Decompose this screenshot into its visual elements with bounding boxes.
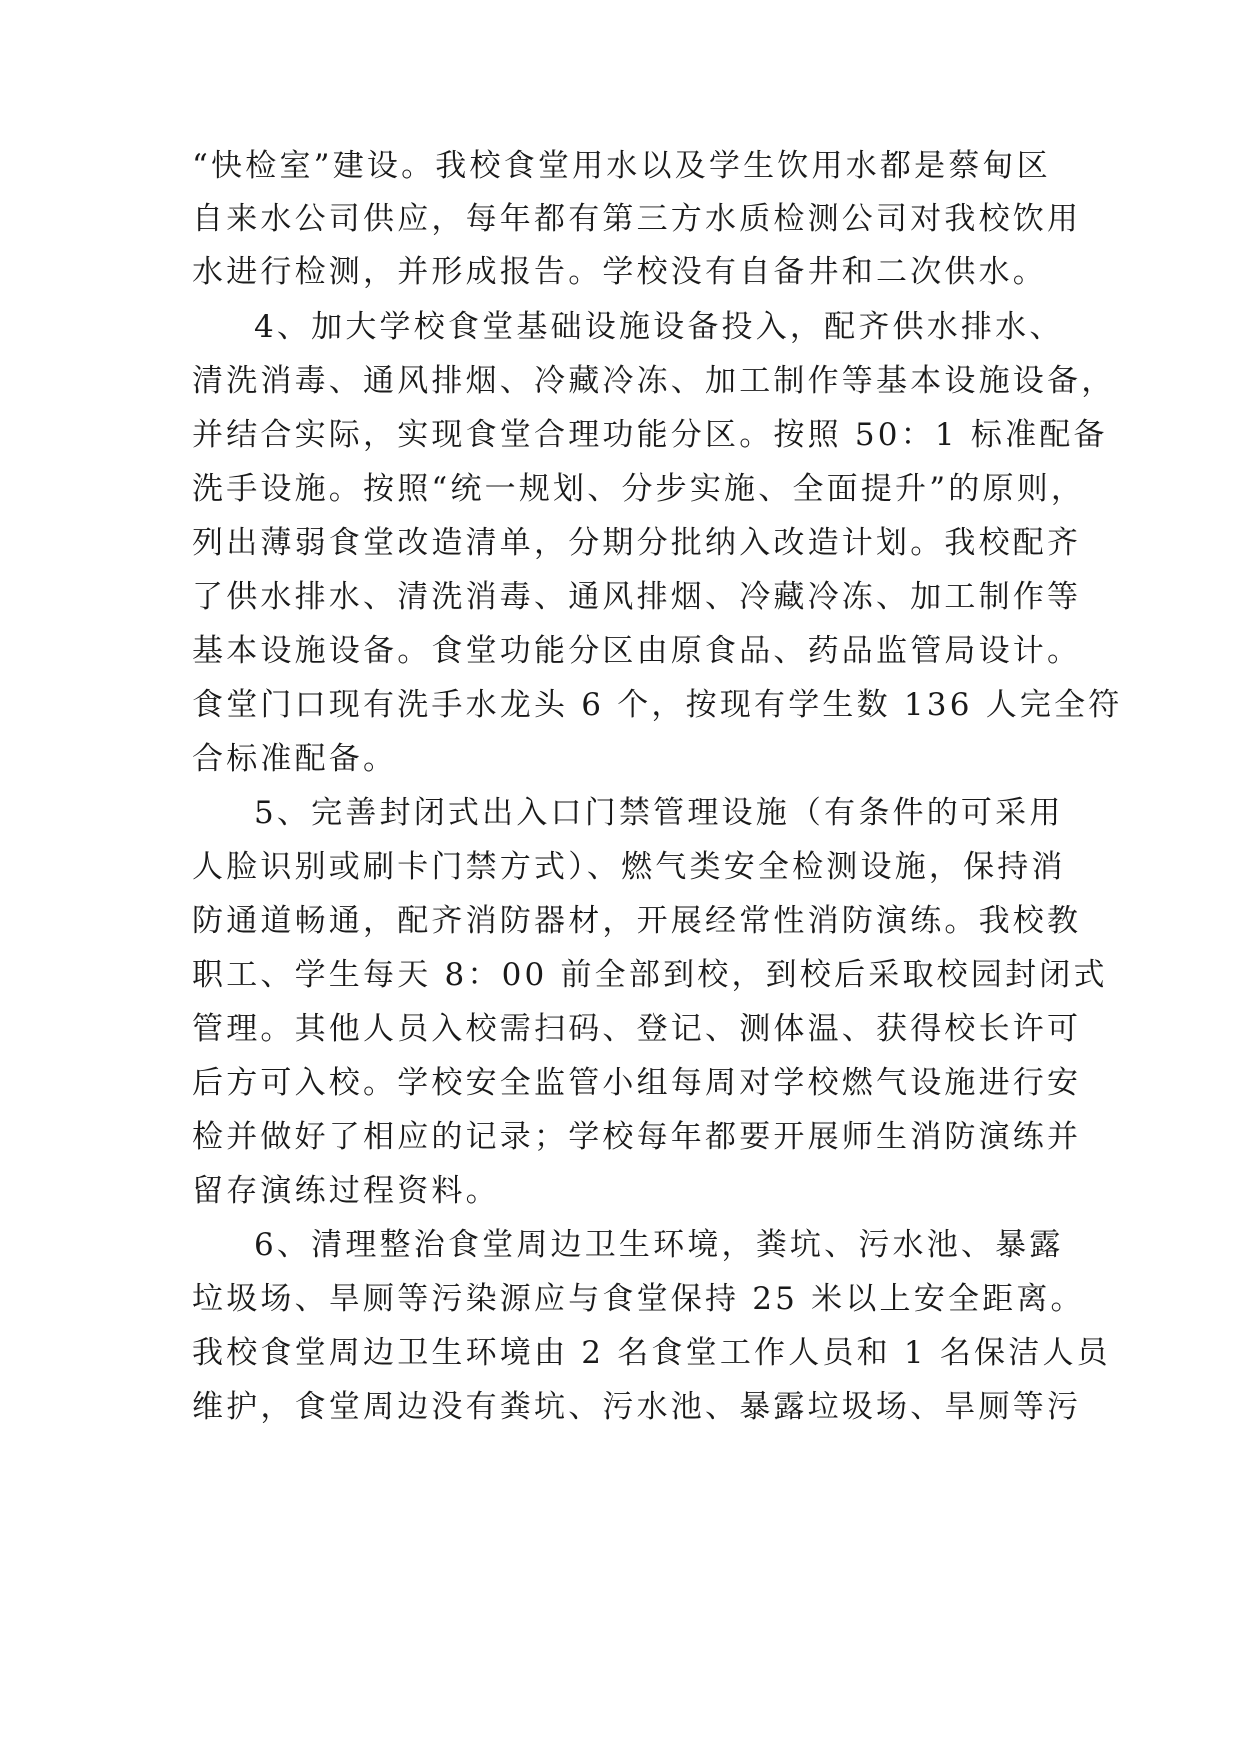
text-line: 食堂门口现有洗手水龙头 6 个，按现有学生数 136 人完全符 (192, 687, 1123, 723)
text-line: 检并做好了相应的记录；学校每年都要开展师生消防演练并 (192, 1119, 1082, 1155)
text-line: 清洗消毒、通风排烟、冷藏冷冻、加工制作等基本设施设备， (192, 363, 1116, 399)
text-line: 列出薄弱食堂改造清单，分期分批纳入改造计划。我校配齐 (192, 525, 1082, 561)
text-line: 管理。其他人员入校需扫码、登记、测体温、获得校长许可 (192, 1011, 1082, 1047)
text-line: 洗手设施。按照“统一规划、分步实施、全面提升”的原则， (192, 471, 1086, 507)
text-line: 人脸识别或刷卡门禁方式）、燃气类安全检测设施，保持消 (192, 849, 1066, 885)
text-line: 基本设施设备。食堂功能分区由原食品、药品监管局设计。 (192, 633, 1082, 669)
text-line: 并结合实际，实现食堂合理功能分区。按照 50：1 标准配备 (192, 417, 1108, 453)
paragraph-6-start: 6、清理整治食堂周边卫生环境，粪坑、污水池、暴露 (254, 1227, 1064, 1263)
text-line: 留存演练过程资料。 (192, 1173, 500, 1209)
text-line: 了供水排水、清洗消毒、通风排烟、冷藏冷冻、加工制作等 (192, 579, 1082, 615)
text-line: 后方可入校。学校安全监管小组每周对学校燃气设施进行安 (192, 1065, 1082, 1101)
text-line: 防通道畅通，配齐消防器材，开展经常性消防演练。我校教 (192, 903, 1082, 939)
paragraph-5-start: 5、完善封闭式出入口门禁管理设施（有条件的可采用 (254, 795, 1064, 831)
paragraph-4-start: 4、加大学校食堂基础设施设备投入，配齐供水排水、 (254, 309, 1064, 345)
text-line: 职工、学生每天 8：00 前全部到校，到校后采取校园封闭式 (192, 957, 1108, 993)
text-line: 自来水公司供应，每年都有第三方水质检测公司对我校饮用 (192, 201, 1082, 237)
text-line: “快检室”建设。我校食堂用水以及学生饮用水都是蔡甸区 (192, 148, 1051, 184)
text-line: 合标准配备。 (192, 741, 398, 777)
text-line: 水进行检测，并形成报告。学校没有自备井和二次供水。 (192, 254, 1047, 290)
text-line: 垃圾场、旱厕等污染源应与食堂保持 25 米以上安全距离。 (192, 1281, 1085, 1317)
text-line: 我校食堂周边卫生环境由 2 名食堂工作人员和 1 名保洁人员 (192, 1335, 1111, 1371)
text-line: 维护，食堂周边没有粪坑、污水池、暴露垃圾场、旱厕等污 (192, 1389, 1082, 1425)
